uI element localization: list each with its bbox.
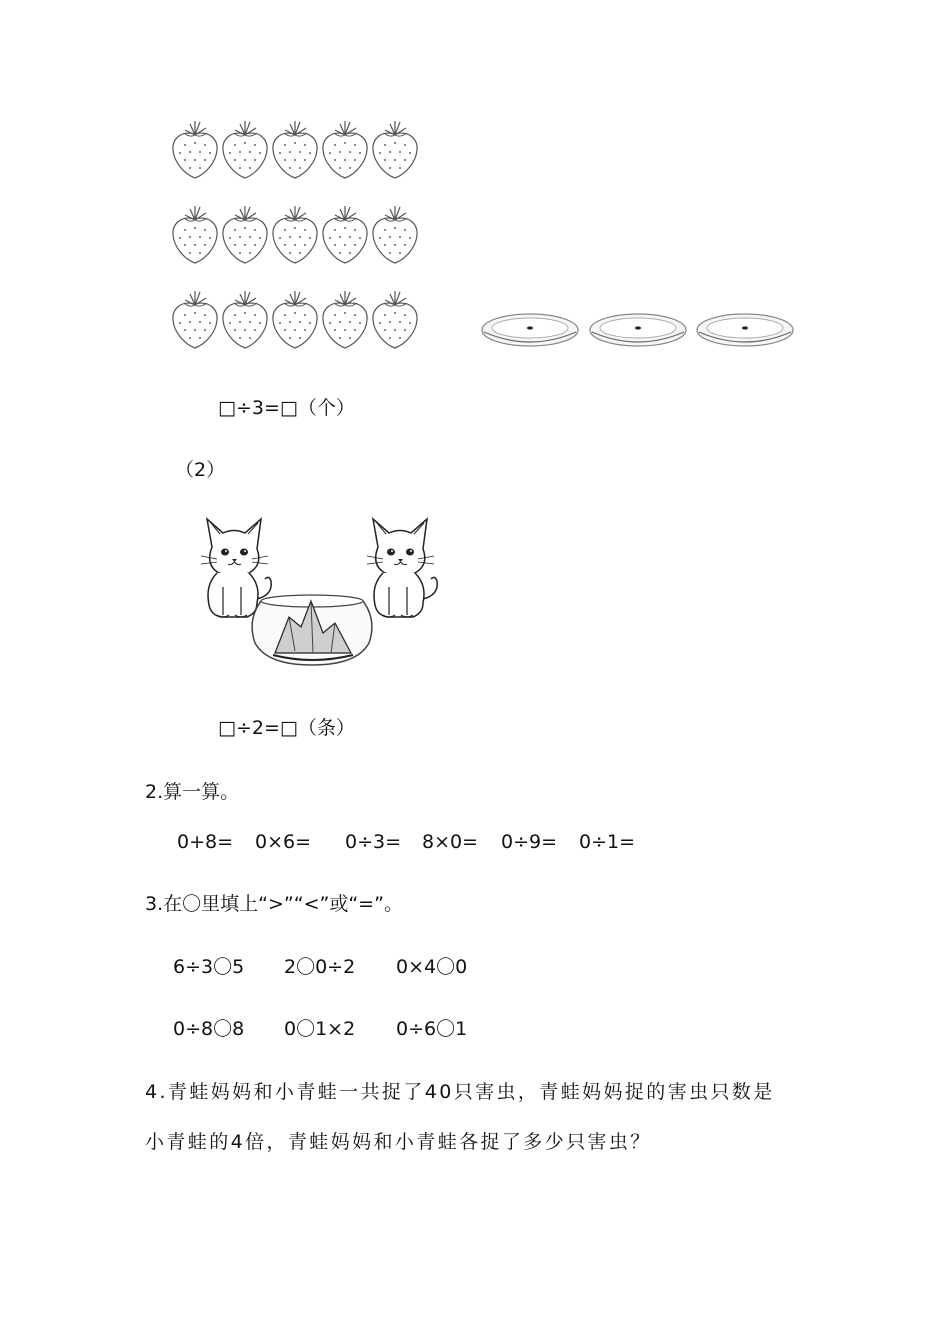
q2-problem: 0÷9= [501,831,558,853]
plate-icon [588,308,688,350]
strawberry-icon [220,203,270,265]
q3-comparison: 0÷6〇1 [396,1018,468,1040]
strawberry-icon [170,118,220,180]
strawberry-row [170,288,430,358]
q3-comparison: 0÷8〇8 [173,1018,245,1040]
strawberry-icon [270,118,320,180]
strawberry-icon [170,203,220,265]
strawberry-icon [220,288,270,350]
strawberry-icon [320,118,370,180]
strawberry-icon [270,203,320,265]
q1-part1-equation: □÷3=□（个） [218,397,355,419]
q3-comparison: 2〇0÷2 [284,956,356,978]
q2-problem: 0÷3= [345,831,402,853]
plate-icon [480,308,580,350]
q3-comparison: 0〇1×2 [284,1018,356,1040]
strawberry-icon [220,118,270,180]
q2-problem: 0+8= [177,831,234,853]
strawberry-icon [270,288,320,350]
q2-problem: 0÷1= [579,831,636,853]
strawberry-row [170,118,430,188]
strawberry-icon [370,288,420,350]
q1-part2-label: （2） [175,459,226,481]
q2-heading: 2.算一算。 [145,781,240,803]
q3-heading: 3.在〇里填上“>”“<”或“=”。 [145,893,403,915]
strawberry-grid [170,118,430,358]
q2-problem: 8×0= [422,831,479,853]
strawberry-icon [320,203,370,265]
q4-text-line2: 小青蛙的4倍，青蛙妈妈和小青蛙各捉了多少只害虫？ [145,1131,652,1153]
strawberry-icon [370,203,420,265]
q3-comparison: 0×4〇0 [396,956,468,978]
cats-fishbowl-picture [185,505,450,670]
q2-problem: 0×6= [255,831,312,853]
q1-part2-equation: □÷2=□（条） [218,717,355,739]
strawberry-icon [370,118,420,180]
fishbowl-icon [252,595,372,665]
plate-icon [695,308,795,350]
strawberry-row [170,203,430,273]
strawberry-icon [170,288,220,350]
q4-text-line1: 4.青蛙妈妈和小青蛙一共捉了40只害虫，青蛙妈妈捉的害虫只数是 [145,1081,775,1103]
strawberry-icon [320,288,370,350]
q3-comparison: 6÷3〇5 [173,956,245,978]
